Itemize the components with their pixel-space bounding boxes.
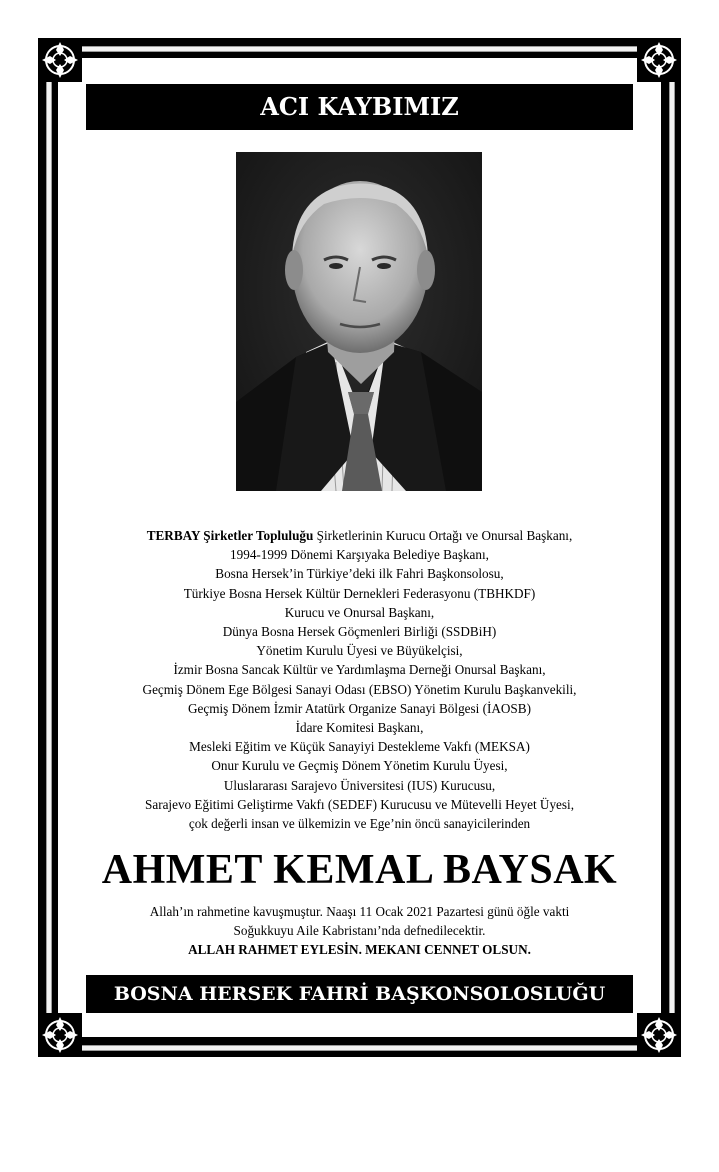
- bio-line: Onur Kurulu ve Geçmiş Dönem Yönetim Kurulu Üyesi,: [211, 758, 508, 774]
- bio-line-1-text: Şirketlerinin Kurucu Ortağı ve Onursal Başkanı,: [313, 528, 573, 543]
- bio-line: Uluslararası Sarajevo Üniversitesi (IUS) Kurucusu,: [223, 777, 496, 793]
- bio-line: Türkiye Bosna Hersek Kültür Dernekleri Federasyonu (TBHKDF): [183, 585, 536, 601]
- closing-line-1: Allah’ın rahmetine kavuşmuştur. Naaşı 11 Ocak 2021 Pazartesi günü öğle vakti: [149, 904, 570, 919]
- bio-line: Geçmiş Dönem İzmir Atatürk Organize Sanayi Bölgesi (İAOSB): [188, 700, 531, 716]
- bio-line: İdare Komitesi Başkanı,: [295, 720, 424, 736]
- company-name: TERBAY Şirketler Topluluğu: [146, 528, 314, 543]
- biography-text: [60, 526, 659, 833]
- header-banner: ACI KAYBIMIZ: [86, 84, 633, 130]
- border-rail-top: [50, 46, 669, 52]
- corner-ornament-icon: [637, 38, 681, 82]
- closing-text: [60, 902, 659, 959]
- corner-ornament-icon: [637, 1013, 681, 1057]
- portrait-photo: [236, 152, 482, 491]
- bio-line: 1994-1999 Dönemi Karşıyaka Belediye Başkanı,: [230, 547, 489, 563]
- corner-ornament-icon: [38, 1013, 82, 1057]
- border-rail-right: [669, 50, 675, 1047]
- bio-line: Mesleki Eğitim ve Küçük Sanayiyi Destekleme Vakfı (MEKSA): [189, 739, 530, 755]
- bio-line: çok değerli insan ve ülkemizin ve Ege’nin öncü sanayicilerinden: [188, 816, 531, 832]
- bio-line: Yönetim Kurulu Üyesi ve Büyükelçisi,: [256, 643, 463, 659]
- portrait-image: [236, 152, 482, 491]
- bio-line: İzmir Bosna Sancak Kültür ve Yardımlaşma Derneği Onursal Başkanı,: [173, 662, 546, 678]
- closing-line-2: Soğukkuyu Aile Kabristanı’nda defnedilecektir.: [233, 923, 486, 938]
- corner-ornament-icon: [38, 38, 82, 82]
- signature-banner: BOSNA HERSEK FAHRİ BAŞKONSOLOSLUĞU: [86, 975, 633, 1013]
- deceased-name: AHMET KEMAL BAYSAK: [101, 847, 618, 893]
- bio-line: Bosna Hersek’in Türkiye’deki ilk Fahri Başkonsolosu,: [215, 566, 504, 582]
- border-rail-bottom: [50, 1045, 669, 1051]
- bio-line: Kurucu ve Onursal Başkanı,: [284, 604, 435, 620]
- closing-prayer: ALLAH RAHMET EYLESİN. MEKANI CENNET OLSUN.: [188, 942, 531, 957]
- bio-line: Sarajevo Eğitimi Geliştirme Vakfı (SEDEF) Kurucusu ve Mütevelli Heyet Üyesi,: [145, 796, 574, 812]
- bio-line: Dünya Bosna Hersek Göçmenleri Birliği (SSDBiH): [222, 624, 497, 640]
- bio-line-1: [60, 526, 659, 545]
- border-rail-left: [46, 50, 52, 1047]
- bio-line: Geçmiş Dönem Ege Bölgesi Sanayi Odası (EBSO) Yönetim Kurulu Başkanvekili,: [142, 681, 577, 697]
